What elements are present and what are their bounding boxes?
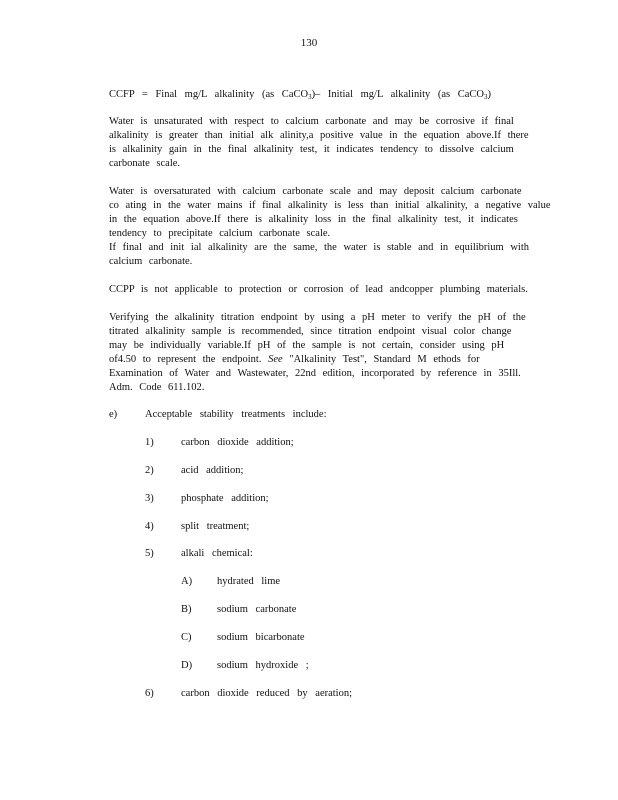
treatment-marker: 3): [145, 493, 154, 504]
paragraph-line: CCPP is not applicable to protection or corrosion of lead andcopper plumbing materials.: [109, 284, 528, 295]
paragraph-line: Verifying the alkalinity titration endpoint by using a pH meter to verify the pH of the: [109, 312, 526, 323]
paragraph-line: alkalinity is greater than initial alk alinity,a positive value in the equation above.If there: [109, 130, 529, 141]
see-reference: See: [268, 354, 283, 365]
paragraph-line: [109, 353, 529, 367]
treatment-text: acid addition;: [181, 465, 244, 476]
formula-part-1: CCFP = Final mg/L alkalinity (as CaCO: [109, 89, 309, 100]
alkali-marker: C): [181, 632, 192, 643]
paragraph-line: Water is unsaturated with respect to calcium carbonate and may be corrosive if final: [109, 116, 514, 127]
paragraph-line: calcium carbonate.: [109, 256, 193, 267]
alkali-marker: A): [181, 576, 193, 587]
treatment-marker: 6): [145, 688, 154, 699]
treatment-marker: 5): [145, 548, 154, 559]
paragraph-line: tendency to precipitate calcium carbonate scale.: [109, 228, 331, 239]
treatment-marker: 4): [145, 521, 154, 532]
ccpp-formula: [109, 88, 529, 104]
line-text: "Alkalinity Test", Standard M ethods for: [289, 354, 480, 365]
formula-subscript-2: 3: [484, 93, 488, 101]
item-e-heading: Acceptable stability treatments include:: [145, 409, 327, 420]
treatment-marker: 1): [145, 437, 154, 448]
page-number: 130: [300, 37, 318, 49]
treatment-text: carbon dioxide addition;: [181, 437, 294, 448]
paragraph-line: is alkalinity gain in the final alkalinity test, it indicates tendency to dissolve calcium: [109, 144, 514, 155]
alkali-marker: D): [181, 660, 193, 671]
paragraph-verifying: [109, 311, 529, 395]
formula-part-3: ): [487, 89, 492, 100]
paragraph-line: Examination of Water and Wastewater, 22nd edition, incorporated by reference in 35Ill.: [109, 368, 521, 379]
paragraph-unsaturated: [109, 115, 529, 171]
paragraph-oversaturated: [109, 185, 551, 269]
paragraph-line: titrated alkalinity sample is recommended, since titration endpoint visual color change: [109, 326, 512, 337]
paragraph-line: may be individually variable.If pH of the sample is not certain, consider using pH: [109, 340, 505, 351]
item-e-marker: e): [109, 409, 118, 420]
paragraph-line: Adm. Code 611.102.: [109, 382, 205, 393]
paragraph-ccpp-note: [109, 283, 529, 297]
alkali-text: sodium bicarbonate: [217, 632, 305, 643]
treatment-text: alkali chemical:: [181, 548, 253, 559]
alkali-text: sodium hydroxide ;: [217, 660, 309, 671]
alkali-text: hydrated lime: [217, 576, 281, 587]
paragraph-line: Water is oversaturated with calcium carbonate scale and may deposit calcium carbonate: [109, 186, 522, 197]
treatment-text: phosphate addition;: [181, 493, 269, 504]
treatment-text: split treatment;: [181, 521, 250, 532]
paragraph-line: co ating in the water mains if final alkalinity is less than initial alkalinity, a negative value: [109, 200, 551, 211]
paragraph-line: in the equation above.If there is alkalinity loss in the final alkalinity test, it indicates: [109, 214, 518, 225]
alkali-text: sodium carbonate: [217, 604, 297, 615]
formula-part-2: )– Initial mg/L alkalinity (as CaCO: [311, 89, 485, 100]
line-text: of4.50 to represent the endpoint.: [109, 354, 262, 365]
formula-subscript-1: 3: [308, 93, 312, 101]
paragraph-line: carbonate scale.: [109, 158, 181, 169]
treatment-text: carbon dioxide reduced by aeration;: [181, 688, 353, 699]
paragraph-line: If final and init ial alkalinity are the same, the water is stable and in equilibrium with: [109, 242, 530, 253]
alkali-marker: B): [181, 604, 192, 615]
treatment-marker: 2): [145, 465, 154, 476]
